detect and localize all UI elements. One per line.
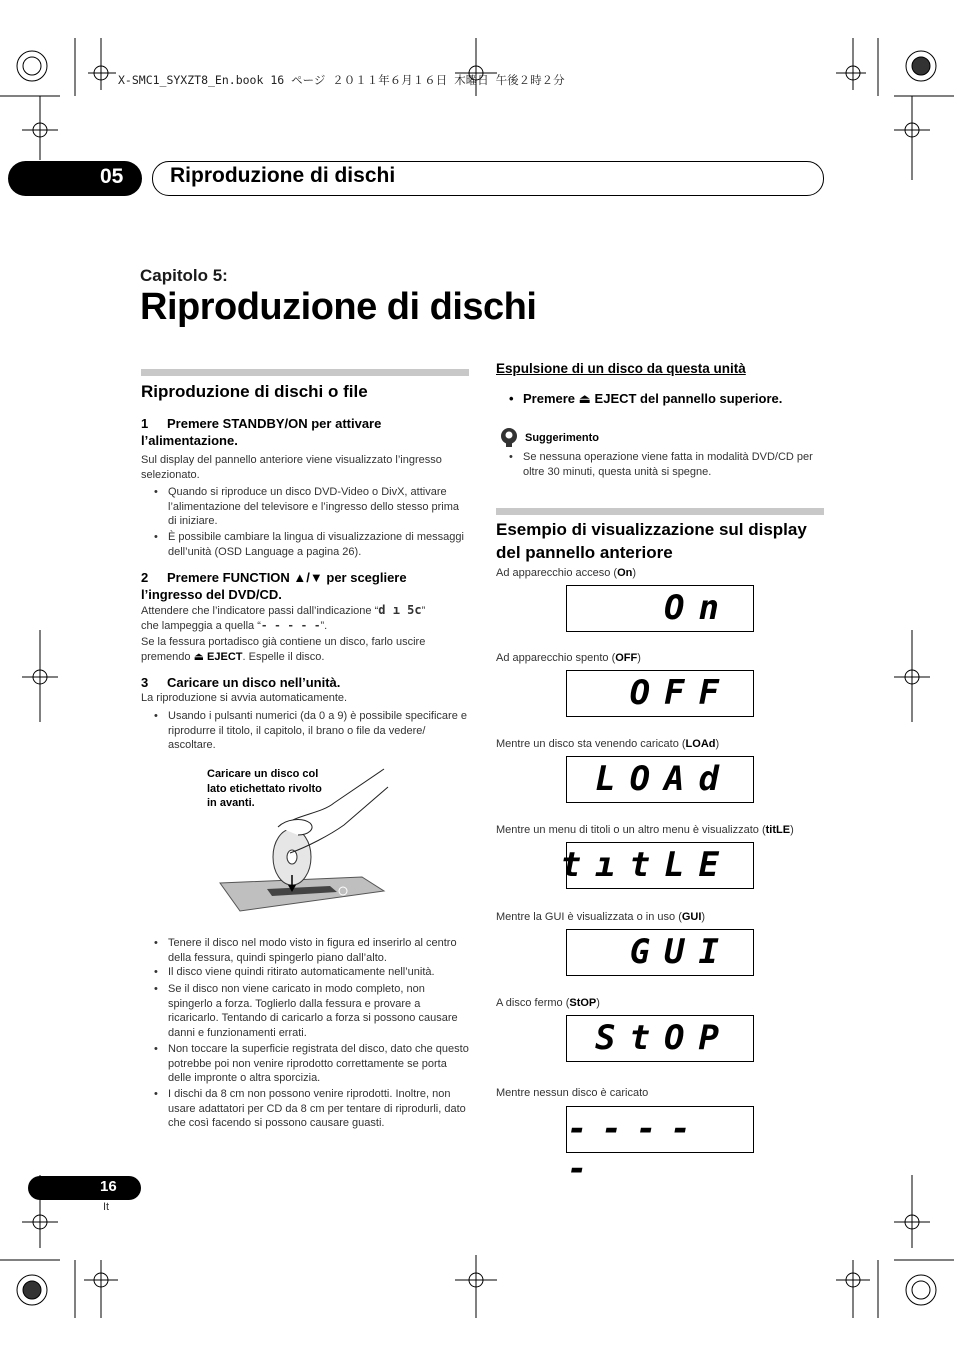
list-item: • Quando si riproduce un disco DVD-Video o DivX, attivare l’alimentazione del televisore e l’ingresso dello stesso prima di iniziare.	[168, 485, 468, 529]
display-caption: Ad apparecchio spento (OFF)	[496, 652, 641, 664]
lightbulb-icon	[498, 426, 520, 448]
page-number-pill	[28, 1176, 141, 1200]
step-number: 1	[141, 416, 149, 431]
text: che lampeggia a quella “	[141, 619, 261, 632]
disc-insertion-illustration	[212, 765, 392, 915]
step-2-body	[141, 603, 476, 633]
section-rule	[141, 369, 469, 376]
display-section-title: Esempio di visualizzazione sul display del pannello anteriore	[496, 520, 807, 562]
display-caption: Mentre la GUI è visualizzata o in uso (GUI)	[496, 911, 706, 923]
chapter-label: Capitolo 5:	[140, 266, 228, 285]
page-title: Riproduzione di dischi	[140, 286, 537, 328]
display-caption: Mentre un menu di titoli o un altro menu è visualizzato (titLE)	[496, 824, 794, 836]
lcd-display	[566, 670, 754, 717]
step-text: Caricare un disco nell’unità.	[167, 675, 341, 690]
lcd-text: LOAd	[595, 759, 733, 799]
display-caption: Mentre un disco sta venendo caricato (LOAd)	[496, 738, 720, 750]
list-item: • Tenere il disco nel modo visto in figura ed inserirlo al centro della fessura, quindi spingerlo piano dall’alto.	[168, 936, 468, 965]
lcd-display	[560, 842, 754, 889]
lcd-display	[566, 756, 754, 803]
display-caption: Ad apparecchio acceso (On)	[496, 567, 637, 579]
list-item: • Se il disco non viene caricato in modo completo, non spingerlo a forza. Toglierlo dalla fessura e provare a ricaricarlo. Tentando di caricarlo a forza si possono causare danni e funzionamenti errati.	[168, 982, 468, 1040]
text: ”.	[320, 619, 328, 632]
section-rule	[496, 508, 824, 515]
step-1-body: Sul display del pannello anteriore viene visualizzato l’ingresso selezionato.	[141, 454, 442, 481]
text: . Espelle il disco.	[242, 650, 325, 663]
step-3-title	[141, 674, 461, 691]
tip-label: Suggerimento	[525, 432, 599, 444]
page-number: 16	[100, 1178, 117, 1195]
display-caption: A disco fermo (StOP)	[496, 997, 600, 1009]
lcd-text: StOP	[595, 1018, 733, 1058]
step-1-title	[141, 415, 461, 449]
step-2-title	[141, 569, 461, 603]
step-2-body-2	[141, 635, 471, 664]
lcd-text: OFF	[629, 673, 733, 713]
printer-slug: X-SMC1_SYXZT8_En.book 16 ページ ２０１１年６月１６日 木曜日 午後２時２分	[118, 73, 565, 87]
lcd-display	[566, 1015, 754, 1062]
display-caption: Mentre nessun disco è caricato	[496, 1087, 649, 1099]
list-item: • Non toccare la superficie registrata del disco, dato che questo potrebbe poi non venire riprodotto correttamente se porta delle impronte o altra sporcizia.	[168, 1042, 470, 1086]
illustration-caption: Caricare un disco col lato etichettato rivolto in avanti.	[207, 768, 322, 809]
language-code: It	[103, 1201, 110, 1213]
chapter-number: 05	[100, 165, 124, 188]
step-number: 3	[141, 675, 149, 690]
list-item: • Il disco viene quindi ritirato automaticamente nell’unità.	[168, 965, 473, 980]
lcd-display	[566, 585, 754, 632]
text: ”	[421, 605, 426, 617]
list-item: • I dischi da 8 cm non possono venire riprodotti. Inoltre, non usare adattatori per CD da 8 cm per tentare di riprodurli, dato che così facendo si possono causare guasti.	[168, 1087, 468, 1131]
list-item: • È possibile cambiare la lingua di visualizzazione di messaggi dell’unità (OSD Language a pagina 26).	[168, 530, 468, 559]
lcd-glyph-disc: d ı 5c	[378, 603, 422, 617]
eject-section-title: Espulsione di un disco da questa unità	[496, 361, 746, 376]
text: Se la fessura portadisco già contiene un disco, farlo uscire premendo	[141, 636, 426, 663]
text: Attendere che l’indicatore passi dall’indicazione “	[141, 605, 379, 617]
step-number: 2	[141, 570, 149, 585]
step-3-body: La riproduzione si avvia automaticamente.	[141, 692, 348, 704]
lcd-text: -----	[567, 1109, 705, 1189]
section-title: Riproduzione di dischi o file	[141, 382, 368, 401]
tip-text: • Se nessuna operazione viene fatta in modalità DVD/CD per oltre 30 minuti, questa unità si spegne.	[523, 450, 823, 479]
lcd-text: GUI	[629, 932, 733, 972]
lcd-display	[566, 929, 754, 976]
step-text: Premere FUNCTION ▲/▼ per scegliere l’ingresso del DVD/CD.	[141, 570, 407, 602]
list-item: • Premere ⏏ EJECT del pannello superiore.	[523, 391, 823, 407]
lcd-text: On	[664, 588, 733, 628]
chapter-running-title: Riproduzione di dischi	[170, 164, 396, 187]
lcd-display	[566, 1106, 754, 1189]
lcd-glyph-dashes: - - - - -	[260, 618, 321, 632]
lcd-text: tıtLE	[560, 845, 733, 885]
eject-label: ⏏ EJECT	[193, 650, 243, 663]
list-item: • Usando i pulsanti numerici (da 0 a 9) è possibile specificare e riprodurre il titolo, il capitolo, il brano o file da vedere/ ascoltare.	[168, 709, 470, 753]
step-text: Premere STANDBY/ON per attivare l’alimentazione.	[141, 416, 382, 448]
